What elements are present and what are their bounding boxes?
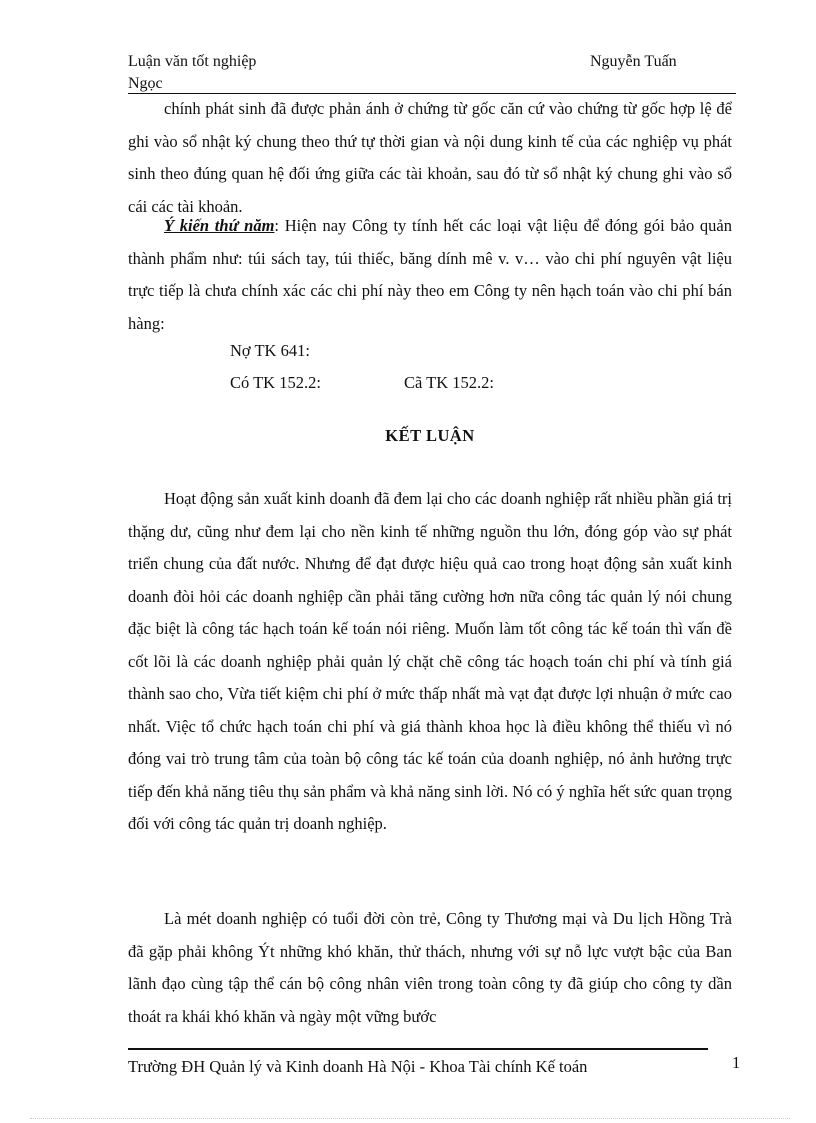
paragraph-2 — [128, 210, 732, 340]
page-number: 1 — [732, 1053, 741, 1072]
section-title: KẾT LUẬN — [385, 426, 475, 445]
paragraph-2-text: : Hiện nay Công ty tính hết các loại vật liệu để đóng gói bảo quản thành phẩm như: túi sách tay, túi thiếc, băng dính mê v. v… vào chi phí nguyên vật liệu trực tiếp là chưa chính xác các chi phí này theo em Công ty nên hạch toán vào chi phí bán hàng: — [128, 216, 732, 333]
header-author: Nguyễn Tuấn — [590, 53, 677, 70]
page-edge-divider — [30, 1118, 790, 1119]
credit-entry: Có TK 152.2: — [230, 373, 321, 392]
paragraph-4: Là mét doanh nghiệp có tuổi đời còn trẻ, Công ty Thương mại và Du lịch Hồng Trà đã gặp phải không Ýt những khó khăn, thử thách, nhưng với sự nỗ lực vượt bậc của Ban lãnh đạo cùng tập thể cán bộ công nhân viên trong toàn công ty đã giúp cho công ty dần thoát ra khái khó khăn và ngày một vững bước — [128, 909, 732, 1026]
credit-entry-alt: Cã TK 152.2: — [404, 373, 494, 392]
header-left-title: Luận văn tốt nghiệp — [128, 53, 257, 70]
header-left-continuation: Ngọc — [128, 75, 163, 92]
footer-divider — [128, 1048, 708, 1050]
paragraph-1: chính phát sinh đã được phản ánh ở chứng từ gốc căn cứ vào chứng từ gốc hợp lệ để ghi vào sổ nhật ký chung theo thứ tự thời gian và nội dung kinh tế của các nghiệp vụ phát sinh theo đúng quan hệ đối ứng giữa các tài khoản, sau đó từ sổ nhật ký chung ghi vào sổ cái các tài khoản. — [128, 99, 732, 216]
opinion-label: Ý kiến thứ năm — [164, 216, 275, 235]
paragraph-3: Hoạt động sản xuất kinh doanh đã đem lại cho các doanh nghiệp rất nhiều phần giá trị thặng dư, cũng như đem lại cho nền kinh tế những nguồn thu lớn, đóng góp vào sự phát triển chung của đất nước. Nhưng để đạt được hiệu quả cao trong hoạt động sản xuất kinh doanh đòi hỏi các doanh nghiệp cần phải tăng cường hơn nữa công tác quản lý nói chung đặc biệt là công tác hạch toán kế toán nói riêng. Muốn làm tốt công tác kế toán thì vấn đề cốt lõi là các doanh nghiệp phải quản lý chặt chẽ công tác hoạch toán chi phí và tính giá thành sao cho, Vừa tiết kiệm chi phí ở mức thấp nhất mà vạt đạt được lợi nhuận ở mức cao nhất. Việc tổ chức hạch toán chi phí và giá thành khoa học là điều không thể thiếu vì nó đóng vai trò trung tâm của toàn bộ công tác kế toán của doanh nghiệp, nó ảnh hưởng trực tiếp đến khả năng tiêu thụ sản phẩm và khả năng sinh lời. Nó có ý nghĩa hết sức quan trọng đối với công tác quản trị doanh nghiệp. — [128, 489, 732, 833]
debit-entry: Nợ TK 641: — [230, 341, 310, 360]
footer-institution: Trường ĐH Quản lý và Kinh doanh Hà Nội - Khoa Tài chính Kế toán — [128, 1057, 588, 1076]
